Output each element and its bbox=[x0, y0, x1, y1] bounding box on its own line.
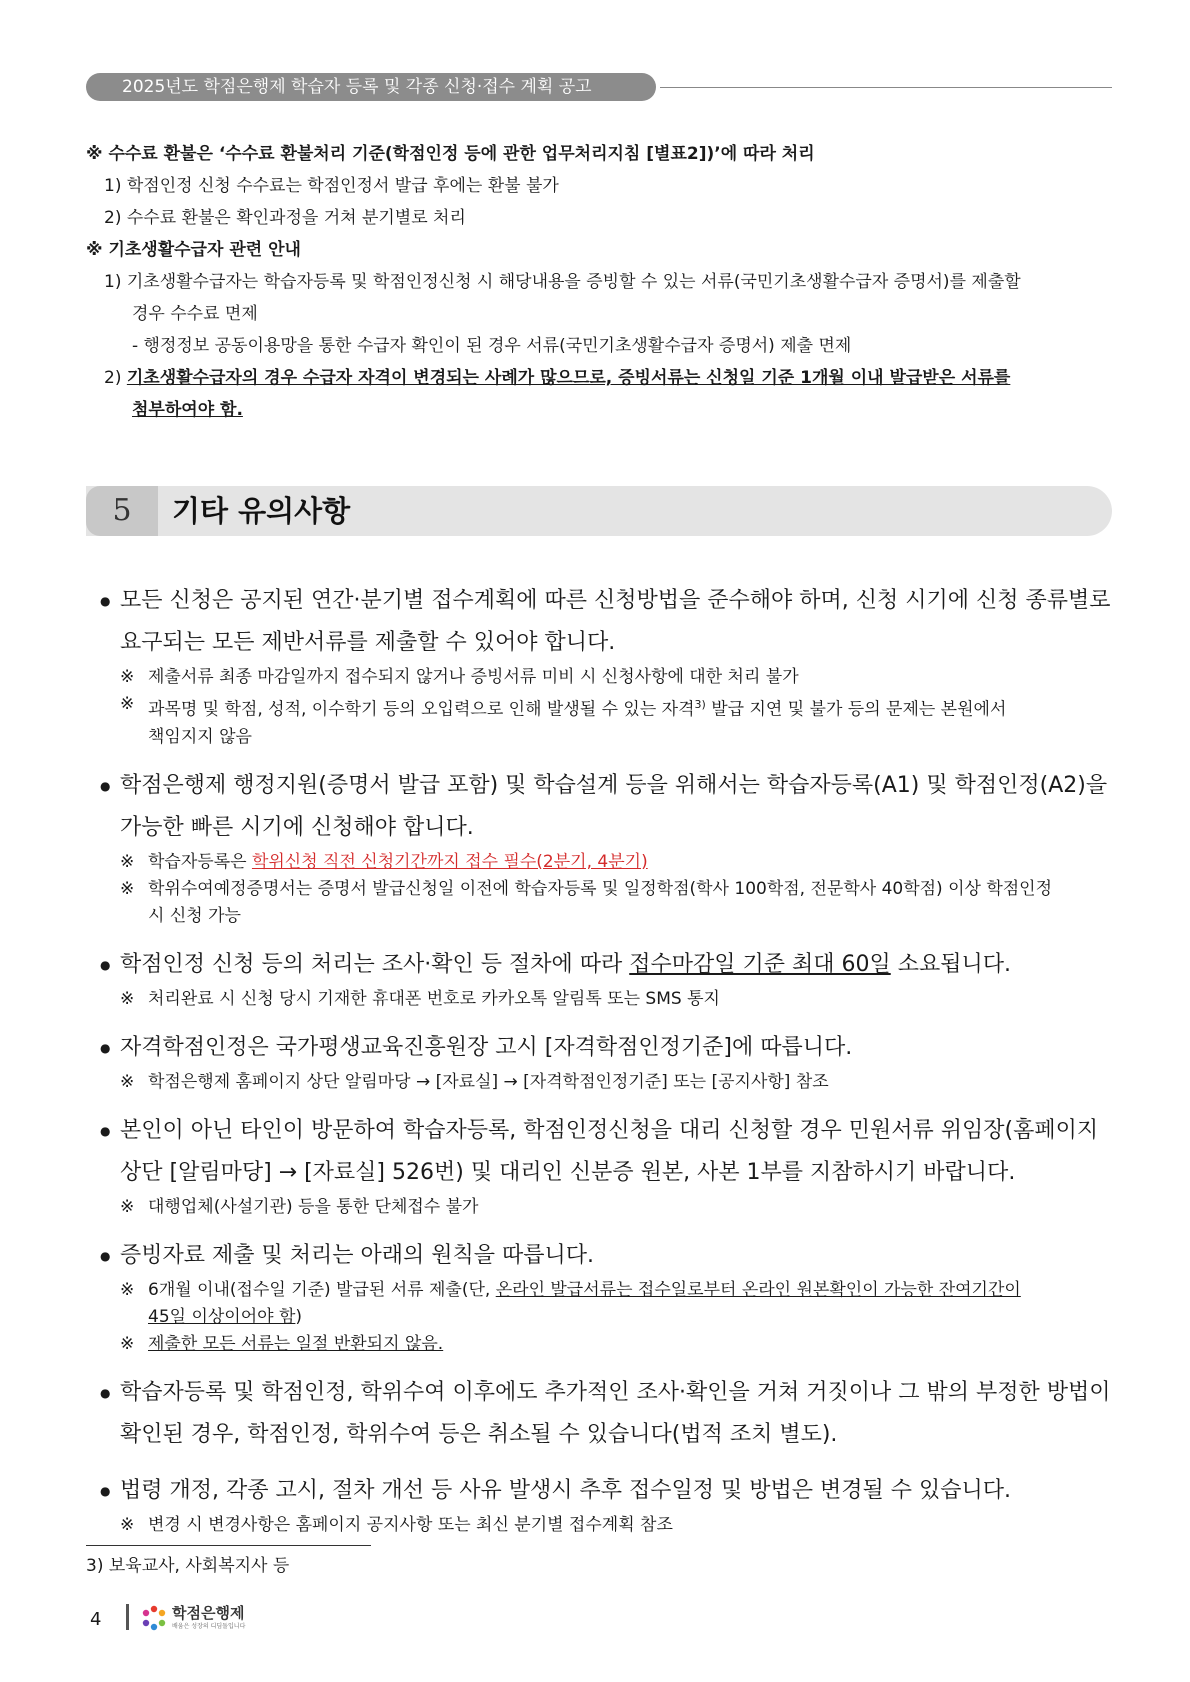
item-main-text: ● 학습자등록 및 학점인정, 학위수여 이후에도 추가적인 조사·확인을 거쳐 거짓이나 그 밖의 부정한 방법이 확인된 경우, 학점인정, 학위수여 등은 취소될 수 있습니다(법적 조치 별도). bbox=[100, 1372, 1112, 1456]
item-note: ※ 6개월 이내(접수일 기준) 발급된 서류 제출(단, 온라인 발급서류는 접수일로부터 온라인 원본확인이 가능한 잔여기간이 45일 이상이어야 함) bbox=[120, 1279, 1021, 1327]
header-rule bbox=[660, 87, 1112, 88]
header-title-bar bbox=[86, 73, 656, 101]
red-highlight: 학위신청 직전 신청기간까지 접수 필수(2분기, 4분기) bbox=[251, 851, 648, 872]
logo-tagline: 배움은 성장의 디딤돌입니다 bbox=[172, 1623, 246, 1630]
fee-notes bbox=[86, 138, 1112, 426]
header-title: 2025년도 학점은행제 학습자 등록 및 각종 신청·접수 계획 공고 bbox=[122, 77, 592, 97]
footnote: 3) 보육교사, 사회복지사 등 bbox=[86, 1556, 290, 1576]
logo-text: 학점은행제 bbox=[172, 1604, 245, 1622]
item-note: ※ 학위수여예정증명서는 증명서 발급신청일 이전에 학습자등록 및 일정학점(학사 100학점, 전문학사 40학점) 이상 학점인정 시 신청 가능 bbox=[120, 878, 1053, 926]
footnote-ref: 3) bbox=[694, 698, 706, 711]
list-item bbox=[100, 1235, 1112, 1358]
item-note: ※ 제출서류 최종 마감일까지 접수되지 않거나 증빙서류 미비 시 신청사항에 대한 처리 불가 bbox=[120, 667, 799, 687]
item-note: ※ 과목명 및 학점, 성적, 이수학기 등의 오입력으로 인해 발생될 수 있는 자격$^{3)}$ 발급 지연 및 불가 등의 문제는 본원에서 책임지지 않음 bbox=[120, 694, 1007, 747]
basic-item-2-text: 기초생활수급자의 경우 수급자 자격이 변경되는 사례가 많으므로, 증빙서류는 신청일 기준 1개월 이내 발급받은 서류를 bbox=[126, 368, 1011, 388]
item-note: ※ 대행업체(사설기관) 등을 통한 단체접수 불가 bbox=[120, 1196, 479, 1217]
logo-separator bbox=[126, 1604, 129, 1630]
item-main-text: ● 본인이 아닌 타인이 방문하여 학습자등록, 학점인정신청을 대리 신청할 경우 민원서류 위임장(홈페이지 상단 [알림마당] → [자료실] 526번) 및 대리인 신분증 원본, 사본 1부를 지참하시기 바랍니다. bbox=[100, 1110, 1112, 1194]
item-main-text: ● 자격학점인정은 국가평생교육진흥원장 고시 [자격학점인정기준]에 따릅니다. bbox=[100, 1027, 1112, 1069]
logo-icon bbox=[140, 1604, 168, 1632]
basic-item-1-dash: - 행정정보 공동이용망을 통한 수급자 확인이 된 경우 서류(국민기초생활수급자 증명서) 제출 면제 bbox=[132, 336, 852, 356]
page-number: 4 bbox=[90, 1609, 102, 1630]
list-item bbox=[100, 1372, 1112, 1456]
item-main-text: ● 증빙자료 제출 및 처리는 아래의 원칙을 따릅니다. bbox=[100, 1235, 1112, 1277]
item-note: ※ 학습자등록은 학위신청 직전 신청기간까지 접수 필수(2분기, 4분기) bbox=[120, 851, 648, 872]
footnote-rule bbox=[86, 1545, 371, 1546]
list-item bbox=[100, 1110, 1112, 1221]
refund-item-2: 2) 수수료 환불은 확인과정을 거쳐 분기별로 처리 bbox=[104, 208, 466, 228]
refund-heading: ※ 수수료 환불은 ‘수수료 환불처리 기준(학점인정 등에 관한 업무처리지침 [별표2])’에 따라 처리 bbox=[86, 144, 815, 164]
item-note: ※ 변경 시 변경사항은 홈페이지 공지사항 또는 최신 분기별 접수계획 참조 bbox=[120, 1514, 673, 1535]
section-title: 기타 유의사항 bbox=[172, 494, 351, 528]
refund-item-1: 1) 학점인정 신청 수수료는 학점인정서 발급 후에는 환불 불가 bbox=[104, 176, 559, 196]
list-item bbox=[100, 1027, 1112, 1096]
list-item bbox=[100, 1470, 1112, 1539]
basic-item-2-text-cont: 첨부하여야 함. bbox=[132, 400, 243, 420]
list-item bbox=[100, 765, 1112, 930]
item-note: ※ 학점은행제 홈페이지 상단 알림마당 → [자료실] → [자격학점인정기준] 또는 [공지사항] 참조 bbox=[120, 1071, 829, 1092]
basic-heading: ※ 기초생활수급자 관련 안내 bbox=[86, 240, 301, 260]
basic-item-1-cont: 경우 수수료 면제 bbox=[132, 304, 258, 324]
item-main-text: ● 법령 개정, 각종 고시, 절차 개선 등 사유 발생시 추후 접수일정 및 방법은 변경될 수 있습니다. bbox=[100, 1470, 1112, 1512]
basic-item-2-cont bbox=[86, 394, 1112, 426]
notice-list bbox=[100, 580, 1112, 1553]
item-note: ※ 제출한 모든 서류는 일절 반환되지 않음. bbox=[120, 1333, 444, 1354]
item-note: ※ 처리완료 시 신청 당시 기재한 휴대폰 번호로 카카오톡 알림톡 또는 SMS 통지 bbox=[120, 988, 720, 1009]
basic-item-2 bbox=[86, 362, 1112, 394]
item-main-text: ● 학점은행제 행정지원(증명서 발급 포함) 및 학습설계 등을 위해서는 학습자등록(A1) 및 학점인정(A2)을 가능한 빠른 시기에 신청해야 합니다. bbox=[100, 765, 1112, 849]
basic-item-2-num: 2) bbox=[104, 368, 127, 388]
basic-item-1: 1) 기초생활수급자는 학습자등록 및 학점인정신청 시 해당내용을 증빙할 수 있는 서류(국민기초생활수급자 증명서)를 제출할 bbox=[104, 272, 1021, 292]
section-number: 5 bbox=[86, 486, 158, 536]
item-main-text: ● 모든 신청은 공지된 연간·분기별 접수계획에 따른 신청방법을 준수해야 하며, 신청 시기에 신청 종류별로 요구되는 모든 제반서류를 제출할 수 있어야 합니다. bbox=[100, 580, 1112, 664]
item-main-text: ● 학점인정 신청 등의 처리는 조사·확인 등 절차에 따라 접수마감일 기준 최대 60일 소요됩니다. bbox=[100, 944, 1112, 986]
list-item bbox=[100, 580, 1112, 751]
list-item bbox=[100, 944, 1112, 1013]
